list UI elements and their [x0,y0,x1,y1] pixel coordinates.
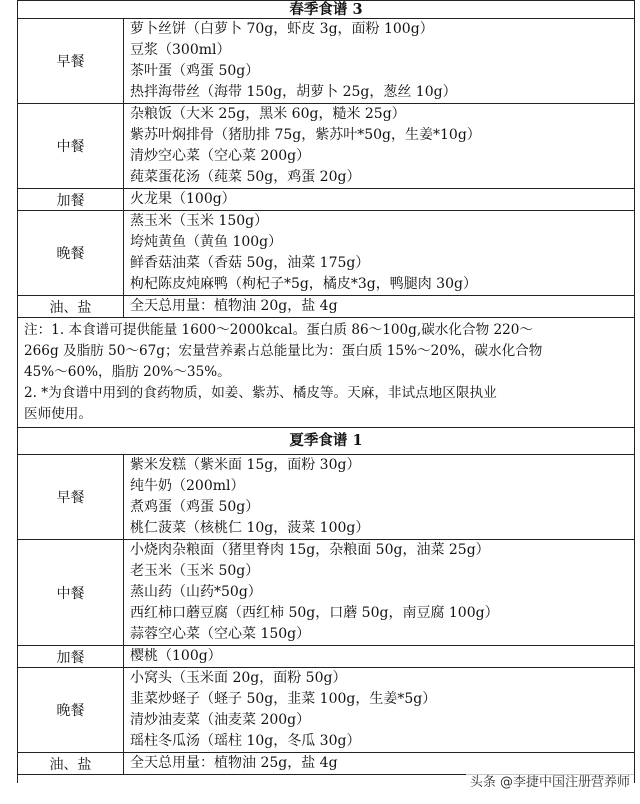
dish-item: 韭菜炒蛏子（蛏子 50g，韭菜 100g，生姜*5g） [130,691,437,707]
meal-label: 中餐 [18,104,124,189]
meal-items [124,296,635,318]
dish-item: 煮鸡蛋（鸡蛋 50g） [130,499,260,515]
dish-item: 火龙果（100g） [130,191,236,207]
spring3-lunch-row [18,104,635,189]
dish-item: 西红柿口蘑豆腐（西红柿 50g，口蘑 50g，南豆腐 100g） [130,605,499,621]
dish-item: 热拌海带丝（海带 150g，胡萝卜 25g，葱丝 10g） [130,84,457,100]
dish-item: 樱桃（100g） [130,648,222,664]
dish-item: 桃仁菠菜（核桃仁 10g，菠菜 100g） [130,520,370,536]
meal-label: 中餐 [18,540,124,646]
meal-items [124,211,635,296]
meal-items [124,104,635,189]
dish-item: 小窝头（玉米面 20g，面粉 50g） [130,670,347,686]
recipe-table [17,0,635,783]
meal-label: 加餐 [18,189,124,211]
dish-item: 枸杞陈皮炖麻鸭（枸杞子*5g，橘皮*3g，鸭腿肉 30g） [130,276,477,292]
spring3-snack-row [18,189,635,211]
dish-item: 紫米发糕（紫米面 15g，面粉 30g） [130,457,361,473]
meal-items [124,646,635,668]
meal-items [124,19,635,104]
spring3-dinner-row [18,211,635,296]
summer1-dinner-row [18,668,635,753]
dish-item: 清炒空心菜（空心菜 200g） [130,148,311,164]
watermark: 头条 @李捷中国注册营养师 [466,770,634,791]
dish-item: 茶叶蛋（鸡蛋 50g） [130,63,260,79]
oil-salt-text: 全天总用量：植物油 25g，盐 4g [130,755,338,771]
spring3-oil-salt-row [18,296,635,318]
spring3-title-row [18,1,635,19]
meal-items [124,189,635,211]
dish-item: 清炒油麦菜（油麦菜 200g） [130,712,311,728]
summer1-breakfast-row [18,455,635,540]
spring3-breakfast-row [18,19,635,104]
dish-item: 莼菜蛋花汤（莼菜 50g，鸡蛋 20g） [130,169,361,185]
meal-items [124,668,635,753]
meal-label: 加餐 [18,646,124,668]
dish-item: 鲜香菇油菜（香菇 50g，油菜 175g） [130,255,370,271]
meal-label: 早餐 [18,19,124,104]
meal-items [124,455,635,540]
meal-label: 油、盐 [18,753,124,775]
recipe-note [18,318,635,428]
note-line: 266g 及脂肪 50～67g；宏量营养素占总能量比为：蛋白质 15%～20%，碳水化合物 [24,343,543,359]
dish-item: 小烧肉杂粮面（猪里脊肉 15g，杂粮面 50g，油菜 25g） [130,542,490,558]
summer1-title: 夏季食谱 1 [18,428,635,455]
summer1-snack-row [18,646,635,668]
dish-item: 瑶柱冬瓜汤（瑶柱 10g，冬瓜 30g） [130,733,361,749]
meal-items [124,540,635,646]
meal-label: 晚餐 [18,668,124,753]
dish-item: 蒜蓉空心菜（空心菜 150g） [130,626,311,642]
dish-item: 紫苏叶焖排骨（猪肋排 75g，紫苏叶*50g，生姜*10g） [130,127,481,143]
summer1-title-row [18,428,635,455]
spring3-title: 春季食谱 3 [18,1,635,19]
summer1-lunch-row [18,540,635,646]
recipe-page [17,0,635,783]
meal-label: 油、盐 [18,296,124,318]
meal-label: 晚餐 [18,211,124,296]
note-line: 注：1. 本食谱可提供能量 1600～2000kcal。蛋白质 86～100g,碳水化合物 220～ [24,322,534,338]
dish-item: 垮炖黄鱼（黄鱼 100g） [130,234,283,250]
spring3-note-row [18,318,635,428]
dish-item: 老玉米（玉米 50g） [130,563,260,579]
note-line: 45%～60%，脂肪 20%～35%。 [24,364,231,380]
dish-item: 萝卜丝饼（白萝卜 70g，虾皮 3g，面粉 100g） [130,21,434,37]
dish-item: 杂粮饭（大米 25g，黑米 60g，糙米 25g） [130,106,406,122]
oil-salt-text: 全天总用量：植物油 20g，盐 4g [130,298,338,314]
dish-item: 豆浆（300ml） [130,42,231,58]
note-line: 医师使用。 [24,406,92,422]
note-line: 2. *为食谱中用到的食药物质，如姜、紫苏、橘皮等。天麻，非试点地区限执业 [24,385,497,401]
dish-item: 蒸玉米（玉米 150g） [130,213,269,229]
dish-item: 蒸山药（山药*50g） [130,584,262,600]
meal-label: 早餐 [18,455,124,540]
dish-item: 纯牛奶（200ml） [130,478,245,494]
